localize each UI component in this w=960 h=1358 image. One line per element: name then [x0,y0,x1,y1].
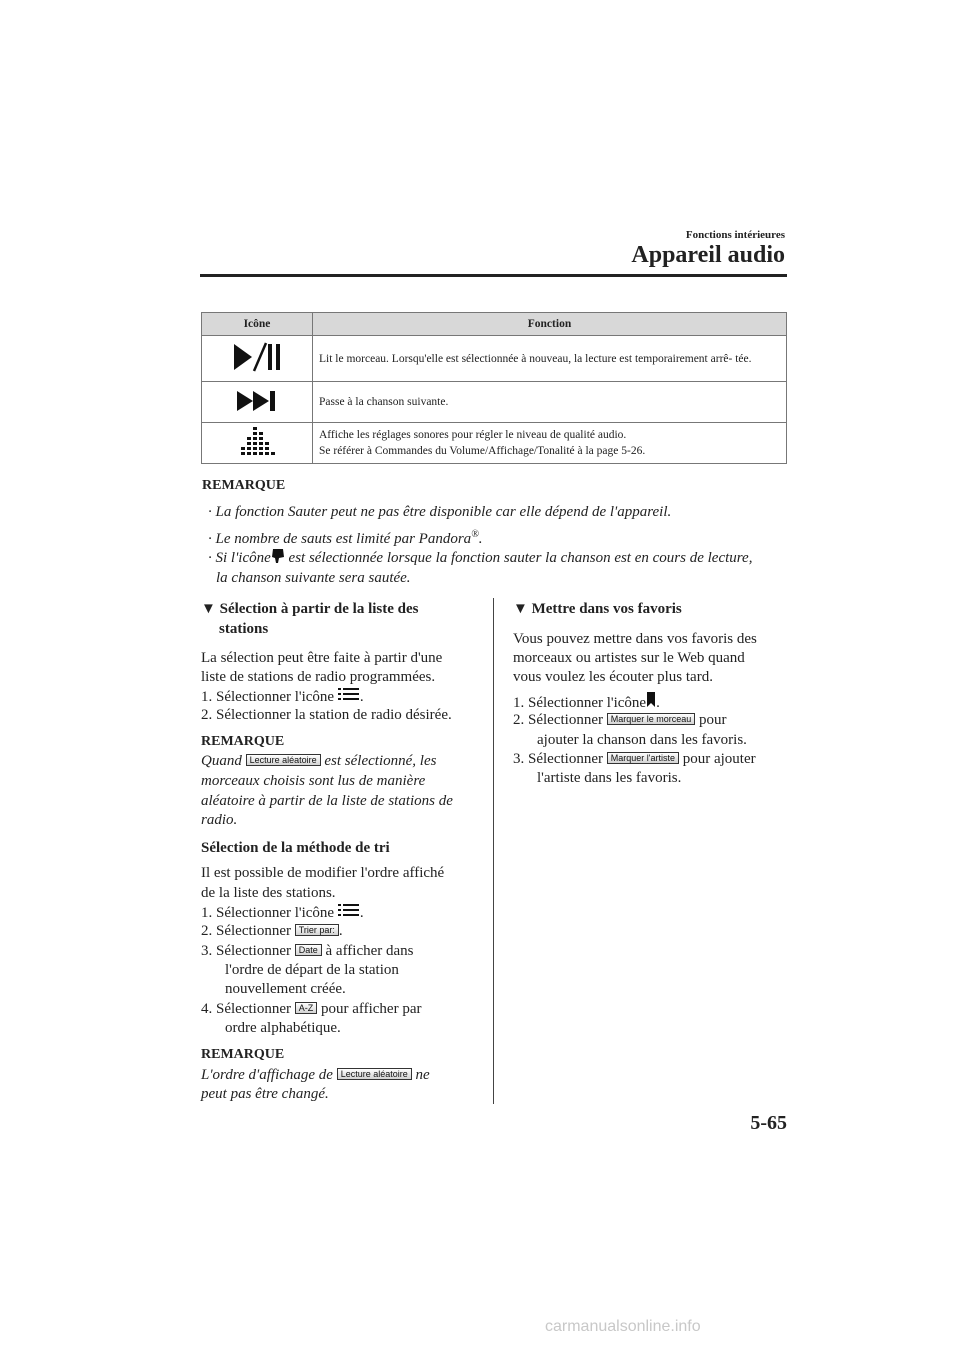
note-text-part: ne [415,1067,430,1083]
table-cell-line: Se référer à Commandes du Volume/Affichage/Tonalité à la page 5-26. [319,445,646,457]
paragraph: Il est possible de modifier l'ordre affiché [201,865,445,881]
step-text: pour [699,712,727,728]
note-bullet-text: Le nombre de sauts est limité par Pandora [215,531,472,547]
table-row [202,336,787,382]
table-header-function: Fonction [313,313,787,336]
paragraph: vous voulez les écouter plus tard. [513,669,713,685]
step-text: 2. Sélectionner [513,712,603,728]
registered-mark: ® [471,529,479,540]
function-table [201,312,787,464]
step-text: 1. Sélectionner l'icône [201,905,335,921]
note-bullet: · La fonction Sauter peut ne pas être disponible car elle dépend de l'appareil. [208,504,672,520]
step: 2. Sélectionner Trier par: . [201,923,343,939]
step-text: 1. Sélectionner l'icône [513,695,647,711]
note-bullet-text: est sélectionnée lorsque la fonction sauter la chanson est en cours de lecture, [288,550,753,566]
note-title: REMARQUE [202,478,286,493]
note-bullet-cont: la chanson suivante sera sautée. [216,570,411,586]
step-cont: ordre alphabétique. [225,1020,341,1036]
step-text: 2. Sélectionner [201,923,291,939]
section-heading-stations: ▼ Sélection à partir de la liste des [201,601,419,617]
step-text: 1. Sélectionner l'icône [201,689,335,705]
note-bullet-text: Si l'icône [215,550,271,566]
bookmark-track-button[interactable]: Marquer le morceau [607,713,696,725]
table-row [202,423,787,464]
header-rule [200,274,787,277]
watermark: carmanualsonline.info [545,1318,701,1335]
paragraph: Vous pouvez mettre dans vos favoris des [513,631,757,647]
step-text: à afficher dans [325,943,414,959]
note-text: morceaux choisis sont lus de manière [201,773,426,789]
step: 1. Sélectionner l'icône . [513,692,660,713]
table-header-icon: Icône [202,313,313,336]
note-bullet-text: La fonction Sauter peut ne pas être disponible car elle dépend de l'appareil. [215,504,672,520]
heading-text: Sélection à partir de la liste des [219,601,419,617]
note-text-part: est sélectionné, les [324,753,437,769]
note-text [201,1066,430,1085]
section-label: Fonctions intérieures [685,229,785,241]
step [201,1000,422,1019]
shuffle-button[interactable]: Lecture aléatoire [337,1068,412,1080]
table-cell: Lit le morceau. Lorsqu'elle est sélectionnée à nouveau, la lecture est temporairement arrê- tée. [313,336,787,382]
step [201,942,414,961]
thumbs-down-icon [271,548,285,564]
paragraph: de la liste des stations. [201,885,336,901]
column-divider [493,598,494,1104]
a-z-button[interactable]: A-Z [295,1002,318,1014]
step-text: pour ajouter [682,751,756,767]
step [513,711,727,730]
list-icon [338,903,360,917]
note-bullet: · Si l'icône est sélectionnée lorsque la fonction sauter la chanson est en cours de lecture, [208,550,753,566]
note-title: REMARQUE [201,1047,285,1062]
step-cont: l'artiste dans les favoris. [537,770,682,786]
play-pause-icon [202,336,313,382]
equalizer-icon [202,423,313,464]
step [513,750,756,769]
heading-text: Mettre dans vos favoris [531,601,682,617]
bookmark-icon [646,692,656,708]
table-cell-line: Affiche les réglages sonores pour régler le niveau de qualité audio. [319,429,627,441]
step: 2. Sélectionner la station de radio désirée. [201,707,452,723]
step-text: 4. Sélectionner [201,1001,291,1017]
table-cell: Passe à la chanson suivante. [313,382,787,423]
table-cell [313,423,787,464]
note-title: REMARQUE [201,734,285,749]
step-text: 3. Sélectionner [201,943,291,959]
note-bullet: · Le nombre de sauts est limité par Pandora®. [208,529,483,547]
bookmark-artist-button[interactable]: Marquer l'artiste [607,752,679,764]
note-text: aléatoire à partir de la liste de stations de [201,793,453,809]
step: 1. Sélectionner l'icône . [201,905,364,921]
date-button[interactable]: Date [295,944,322,956]
paragraph: morceaux ou artistes sur le Web quand [513,650,745,666]
note-text: radio. [201,812,238,828]
shuffle-button[interactable]: Lecture aléatoire [246,754,321,766]
note-text: peut pas être changé. [201,1086,329,1102]
list-icon [338,687,360,701]
note-text [201,752,436,771]
step-cont: nouvellement créée. [225,981,346,997]
sort-by-button[interactable]: Trier par: [295,924,339,936]
page-number: 5-65 [750,1112,787,1134]
section-heading-favorites: ▼ Mettre dans vos favoris [513,601,682,617]
step-text: 3. Sélectionner [513,751,603,767]
step-cont: ajouter la chanson dans les favoris. [537,732,747,748]
step: 1. Sélectionner l'icône . [201,689,364,705]
note-text-part: L'ordre d'affichage de [201,1067,333,1083]
step-text: pour afficher par [320,1001,422,1017]
table-row [202,382,787,423]
sort-heading: Sélection de la méthode de tri [201,840,390,856]
skip-next-icon [202,382,313,423]
paragraph: La sélection peut être faite à partir d'une [201,650,443,666]
paragraph: liste de stations de radio programmées. [201,669,436,685]
note-text-part: Quand [201,753,242,769]
page-title: Appareil audio [631,242,785,268]
section-heading-cont: stations [219,621,269,637]
step-cont: l'ordre de départ de la station [225,962,399,978]
